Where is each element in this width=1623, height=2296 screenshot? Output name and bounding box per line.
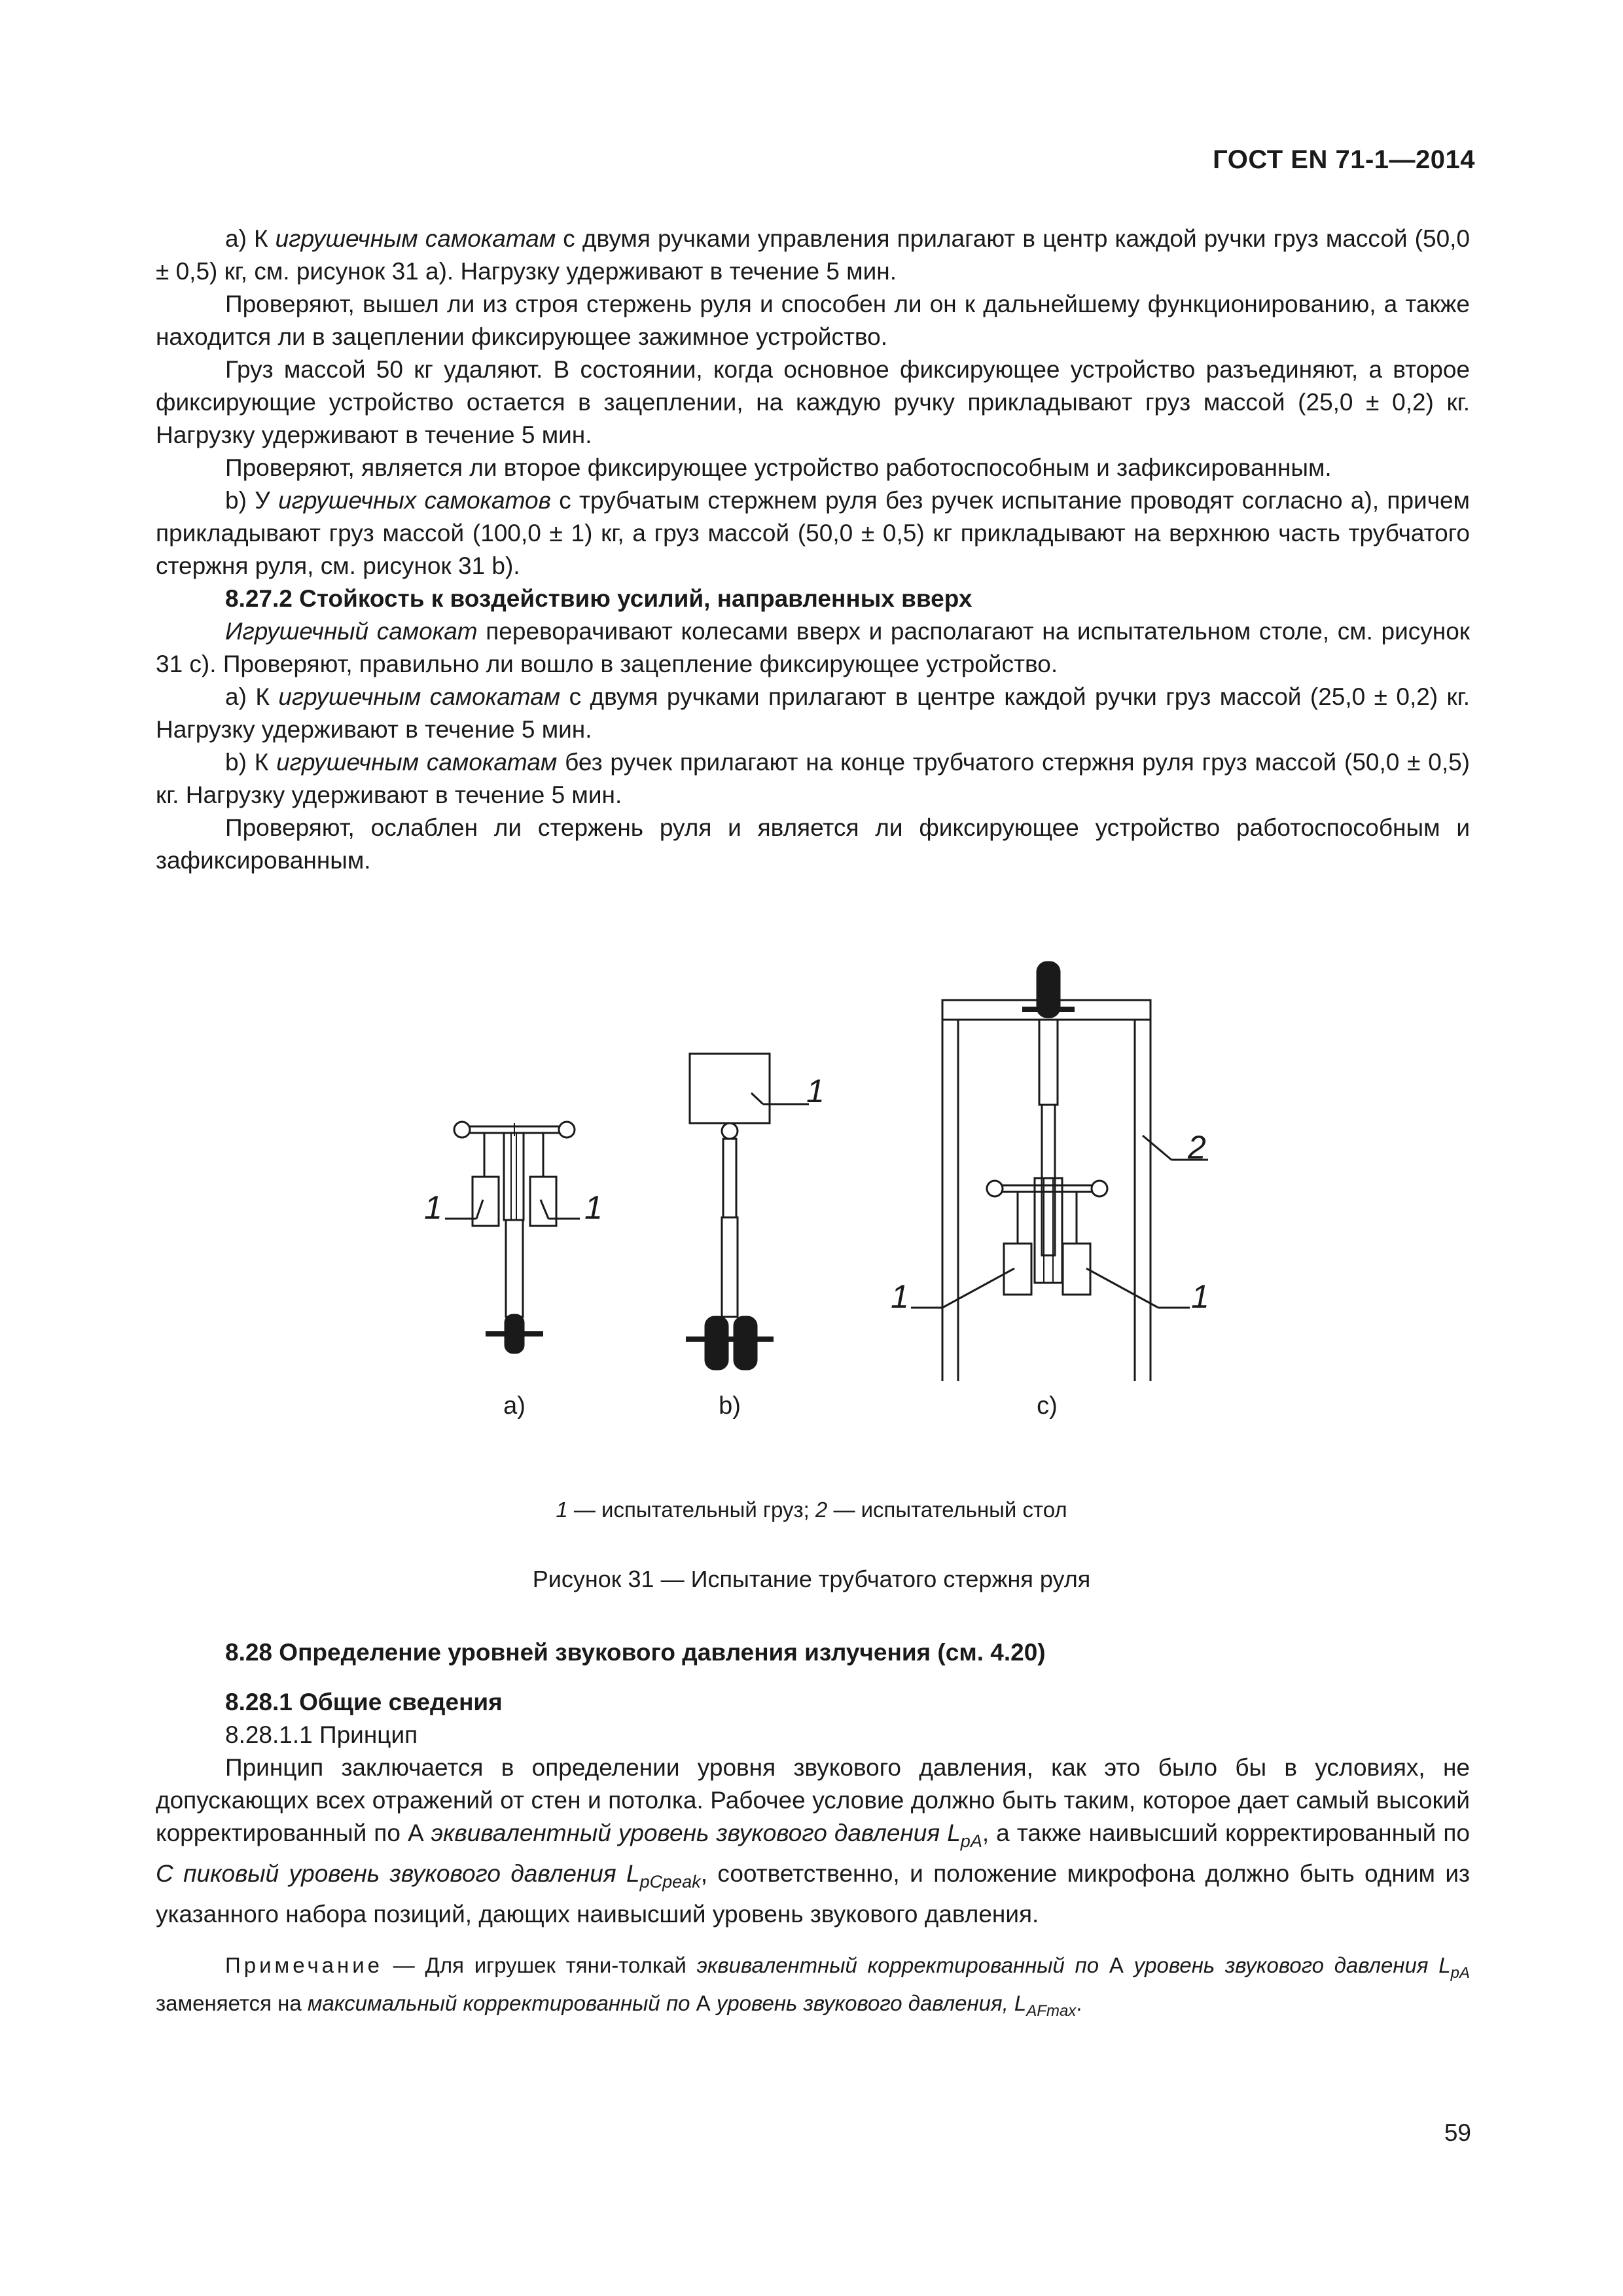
text-run: заменяется на — [156, 1991, 308, 2015]
paragraph — [156, 484, 1470, 583]
text-run: С пиковый уровень звукового давления L — [156, 1860, 640, 1887]
text-run: , а также наивысший корректированный по — [982, 1820, 1470, 1846]
text-run: Проверяют, ослаблен ли стержень руля и является ли фиксирующее устройство работоспособным и зафиксированным. — [156, 814, 1470, 874]
text-run: — Для игрушек тяни-толкай — [383, 1953, 697, 1977]
text-run: уровень звукового давления, L — [716, 1991, 1027, 2015]
text-run: с трубчатым стержнем руля без ручек испытание проводят согласно а), причем прикладывают груз массой (100,0 ± 1) кг, а груз массой (50,0 ± 0,5) кг прикладывают на верхнюю часть трубчатого стержня руля, см. рисунок 31 b). — [156, 487, 1470, 579]
text-run: Проверяют, является ли второе фиксирующее устройство работоспособным и зафиксированным. — [225, 454, 1332, 481]
note-label: Примечание — [225, 1953, 383, 1977]
legend-text-2: — испытательный стол — [827, 1498, 1067, 1522]
text-run: b) У — [225, 487, 279, 514]
subscript: pA — [1450, 1964, 1470, 1982]
panel-label-b: b) — [719, 1392, 741, 1420]
text-run: 8.27.2 Стойкость к воздействию усилий, направленных вверх — [225, 585, 972, 612]
text-run: 8.28.1 Общие сведения — [225, 1689, 503, 1715]
section-heading — [156, 1686, 1470, 1719]
paragraph — [156, 288, 1470, 353]
section-heading — [156, 583, 1470, 615]
scooter-b-drawing — [686, 1054, 809, 1369]
callout-c-right: 1 — [1191, 1278, 1209, 1315]
callout-a-right: 1 — [584, 1189, 603, 1226]
panel-label-c: c) — [1037, 1392, 1058, 1420]
page-number: 59 — [1444, 2119, 1471, 2146]
paragraph — [156, 812, 1470, 877]
subscript: pCpeak — [639, 1872, 701, 1892]
figure-31 — [0, 929, 1623, 1466]
paragraph — [156, 1719, 1470, 1751]
text-run: эквивалентный корректированный по — [696, 1953, 1099, 1977]
section-heading — [156, 1636, 1470, 1669]
text-run: эквивалентный уровень звукового давления L — [431, 1820, 961, 1846]
callout-c-left: 1 — [891, 1278, 909, 1315]
note — [156, 1950, 1470, 2026]
text-run: 8.28.1.1 Принцип — [225, 1721, 418, 1748]
text-run: максимальный корректированный по — [307, 1991, 690, 2015]
callout-c-table: 2 — [1188, 1129, 1206, 1166]
paragraph — [156, 681, 1470, 746]
text-run: игрушечных самокатов — [278, 487, 551, 514]
text-run: с двумя ручками управления прилагают в центр каждой ручки груз массой (50,0 ± 0,5) кг, см. рисунок 31 а). Нагрузку удерживают в течение 5 мин. — [156, 225, 1471, 285]
text-block-bottom — [156, 1636, 1470, 1931]
panel-label-a: a) — [503, 1392, 526, 1420]
legend-num-2: 2 — [815, 1498, 828, 1522]
scooter-c-drawing — [911, 962, 1208, 1381]
paragraph — [156, 353, 1470, 452]
paragraph — [156, 223, 1470, 288]
text-run: игрушечным самокатам — [278, 683, 561, 710]
text-run: А — [690, 1991, 717, 2015]
callout-a-left: 1 — [424, 1189, 442, 1226]
text-run: уровень звукового давления L — [1133, 1953, 1451, 1977]
text-run: Принцип заключается в определении уровня звукового давления, как это было бы в условиях, не допускающих всех отражений от стен и потолка. Рабочее условие должно быть таким, которое дает самый высокий корректированный по А — [156, 1754, 1470, 1846]
page-header-doc-code: ГОСТ EN 71-1—2014 — [1213, 145, 1475, 174]
text-run: игрушечным самокатам — [276, 749, 558, 776]
text-run: без ручек прилагают на конце трубчатого стержня руля груз массой (50,0 ± 0,5) кг. Нагрузку удерживают в течение 5 мин. — [156, 749, 1471, 808]
text-run: с двумя ручками прилагают в центре каждой ручки груз массой (25,0 ± 0,2) кг. Нагрузку удерживают в течение 5 мин. — [156, 683, 1470, 743]
text-run: b) К — [225, 749, 277, 776]
text-run: Игрушечный самокат — [225, 618, 478, 645]
text-run: , соответственно, и положение микрофона должно быть одним из указанного набора позиций, дающих наивысший уровень звукового давления. — [156, 1860, 1470, 1928]
paragraph — [156, 1751, 1470, 1931]
legend-num-1: 1 — [556, 1498, 568, 1522]
subscript: pA — [960, 1831, 982, 1851]
paragraph — [156, 746, 1470, 812]
text-run: Груз массой 50 кг удаляют. В состоянии, когда основное фиксирующее устройство разъединяют, а второе фиксирующие устройство остается в зацеплении, на каждую ручку прикладывают груз массой (25,0 ± 0,2) кг. Нагрузку удерживают в течение 5 мин. — [156, 356, 1470, 448]
text-run: переворачивают колесами вверх и располагают на испытательном столе, см. рисунок 31 с). Проверяют, правильно ли вошло в зацепление фиксирующее устройство. — [156, 618, 1470, 677]
figure-legend — [0, 1498, 1623, 1522]
text-run: игрушечным самокатам — [275, 225, 556, 252]
text-run: Проверяют, вышел ли из строя стержень руля и способен ли он к дальнейшему функционированию, а также находится ли в зацеплении фиксирующее зажимное устройство. — [156, 291, 1470, 350]
text-run: а) К — [225, 225, 276, 252]
callout-b-weight: 1 — [806, 1073, 825, 1109]
text-run: а) К — [225, 683, 279, 710]
text-run: 8.28 Определение уровней звукового давления излучения (см. 4.20) — [225, 1639, 1046, 1666]
figure-caption: Рисунок 31 — Испытание трубчатого стержня руля — [532, 1566, 1091, 1592]
scooter-a-drawing — [445, 1122, 580, 1353]
text-run: . — [1076, 1991, 1082, 2015]
paragraph — [156, 452, 1470, 484]
legend-text-1: — испытательный груз; — [567, 1498, 815, 1522]
paragraph — [156, 615, 1470, 681]
text-block-top — [156, 223, 1470, 877]
subscript: AFmax — [1026, 2002, 1077, 2020]
text-run: А — [1099, 1953, 1134, 1977]
